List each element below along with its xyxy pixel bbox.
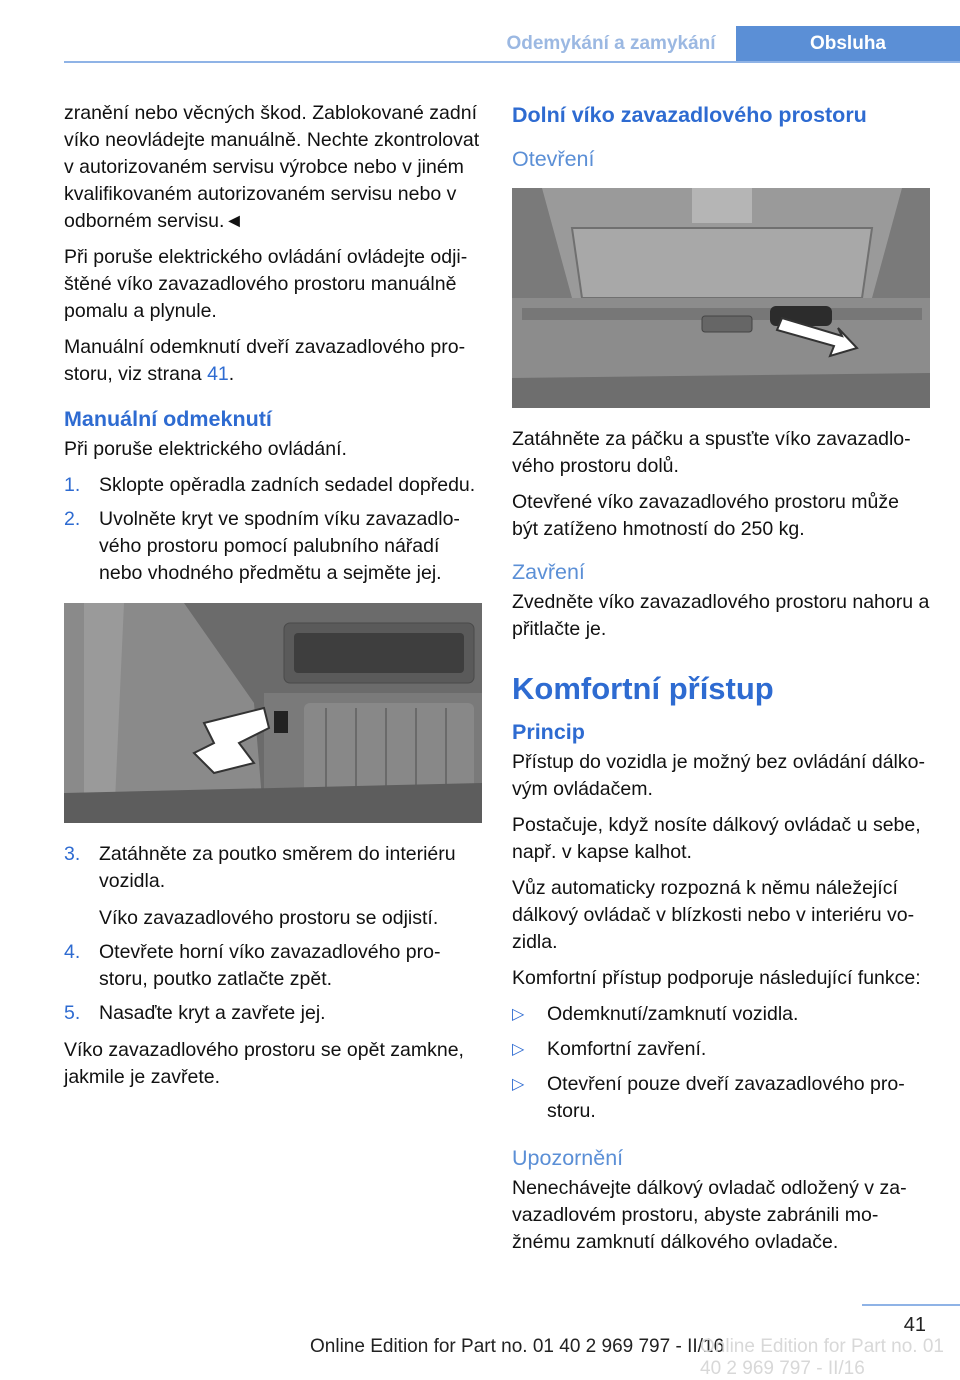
figure-lower-lid	[512, 188, 930, 408]
triangle-bullet-icon: ▷	[512, 1041, 525, 1058]
function-text: Otevření pouze dveří zavazadlového prostoru.	[547, 1073, 905, 1122]
paragraph-principle-3: Vůz automaticky rozpozná k němu náležející dálkový ovládač v blízkosti nebo v interiéru vozidla.	[512, 877, 915, 953]
paragraph-load-limit: Otevřené víko zavazadlového prostoru může být zatíženo hmotností do 250 kg.	[512, 491, 899, 540]
header-chapter-tab: Obsluha	[736, 26, 960, 62]
step-text: Otevřete horní víko zavazadlového prostoru, poutko zatlačte zpět.	[99, 941, 441, 990]
list-item	[64, 841, 482, 895]
figure-trunk-side-cover	[64, 603, 482, 823]
warning-continuation: zranění nebo věcných škod. Zablokované zadní víko neovládejte manuálně. Nechte zkontrolovat v autorizovaném servisu výrobce nebo v jiném kvalifikovaném autorizovaném servisu nebo v odborném servisu.◄	[64, 102, 480, 232]
list-item	[64, 506, 482, 587]
paragraph-principle-4: Komfortní přístup podporuje následující funkce:	[512, 967, 921, 989]
step-number: 1.	[64, 474, 81, 496]
paragraph-manual-operation: Při poruše elektrického ovládání ovládejte odjištěné víko zavazadlového prostoru manuálně pomalu a plynule.	[64, 246, 468, 322]
heading-comfort-access: Komfortní přístup	[512, 671, 774, 706]
list-item	[64, 1000, 482, 1027]
page-link-41[interactable]: 41	[207, 363, 229, 385]
paragraph-principle-1: Přístup do vozidla je možný bez ovládání dálkovým ovládačem.	[512, 751, 925, 800]
reference-text: Manuální odemknutí dveří zavazadlového prostoru, viz strana	[64, 336, 466, 385]
edition-note: Online Edition for Part no. 01 40 2 969 797 - II/16	[310, 1336, 725, 1357]
steps-list-b	[64, 841, 482, 895]
step-text: Uvolněte kryt ve spodním víku zavazadlového prostoru pomocí palubního nářadí nebo vhodného předmětu a sejměte jej.	[99, 508, 460, 584]
step-number: 2.	[64, 508, 81, 530]
paragraph-principle-2: Postačuje, když nosíte dálkový ovládač u sebe, např. v kapse kalhot.	[512, 814, 921, 863]
left-column	[64, 100, 482, 1100]
functions-list	[512, 1001, 930, 1125]
triangle-bullet-icon: ▷	[512, 1076, 525, 1093]
heading-note: Upozornění	[512, 1146, 624, 1170]
header-section-title: Odemykání a zamykání	[506, 33, 716, 54]
footer-rule	[862, 1304, 960, 1306]
paragraph-close-instruction: Zvedněte víko zavazadlového prostoru nahoru a přitlačte je.	[512, 591, 930, 640]
paragraph-open-instruction: Zatáhněte za páčku a spusťte víko zavazadlového prostoru dolů.	[512, 428, 911, 477]
watermark: Online Edition for Part no. 01 40 2 969 797 - II/16	[700, 1336, 944, 1379]
right-column	[512, 100, 930, 1265]
step-3-result: Víko zavazadlového prostoru se odjistí.	[99, 907, 439, 929]
function-text: Komfortní zavření.	[547, 1038, 707, 1060]
heading-opening: Otevření	[512, 147, 595, 171]
list-item	[512, 1036, 930, 1063]
step-number: 3.	[64, 843, 81, 865]
closing-paragraph: Víko zavazadlového prostoru se opět zamkne, jakmile je zavřete.	[64, 1039, 464, 1088]
list-item	[512, 1001, 930, 1028]
triangle-bullet-icon: ▷	[512, 1006, 525, 1023]
list-item	[512, 1071, 930, 1125]
steps-list-a	[64, 472, 482, 587]
heading-principle: Princip	[512, 720, 585, 744]
heading-manual-release: Manuální odmeknutí	[64, 407, 272, 431]
list-item	[64, 939, 482, 993]
list-item	[64, 472, 482, 499]
step-text: Sklopte opěradla zadních sedadel dopředu.	[99, 474, 476, 496]
step-text: Nasaďte kryt a zavřete jej.	[99, 1002, 326, 1024]
heading-closing: Zavření	[512, 560, 585, 584]
step-number: 4.	[64, 941, 81, 963]
step-number: 5.	[64, 1002, 81, 1024]
page-number: 41	[903, 1314, 926, 1336]
paragraph-note: Nenechávejte dálkový ovladač odložený v zavazadlovém prostoru, abyste zabránili možnému zamknutí dálkového ovladače.	[512, 1177, 907, 1253]
header-rule	[64, 61, 960, 63]
intro-electric-failure: Při poruše elektrického ovládání.	[64, 438, 347, 460]
paragraph-manual-unlock-ref	[64, 334, 482, 388]
step-text: Zatáhněte za poutko směrem do interiéru vozidla.	[99, 843, 456, 892]
function-text: Odemknutí/zamknutí vozidla.	[547, 1003, 799, 1025]
steps-list-c	[64, 939, 482, 1027]
reference-end: .	[228, 363, 235, 385]
heading-lower-lid: Dolní víko zavazadlového prostoru	[512, 103, 867, 127]
